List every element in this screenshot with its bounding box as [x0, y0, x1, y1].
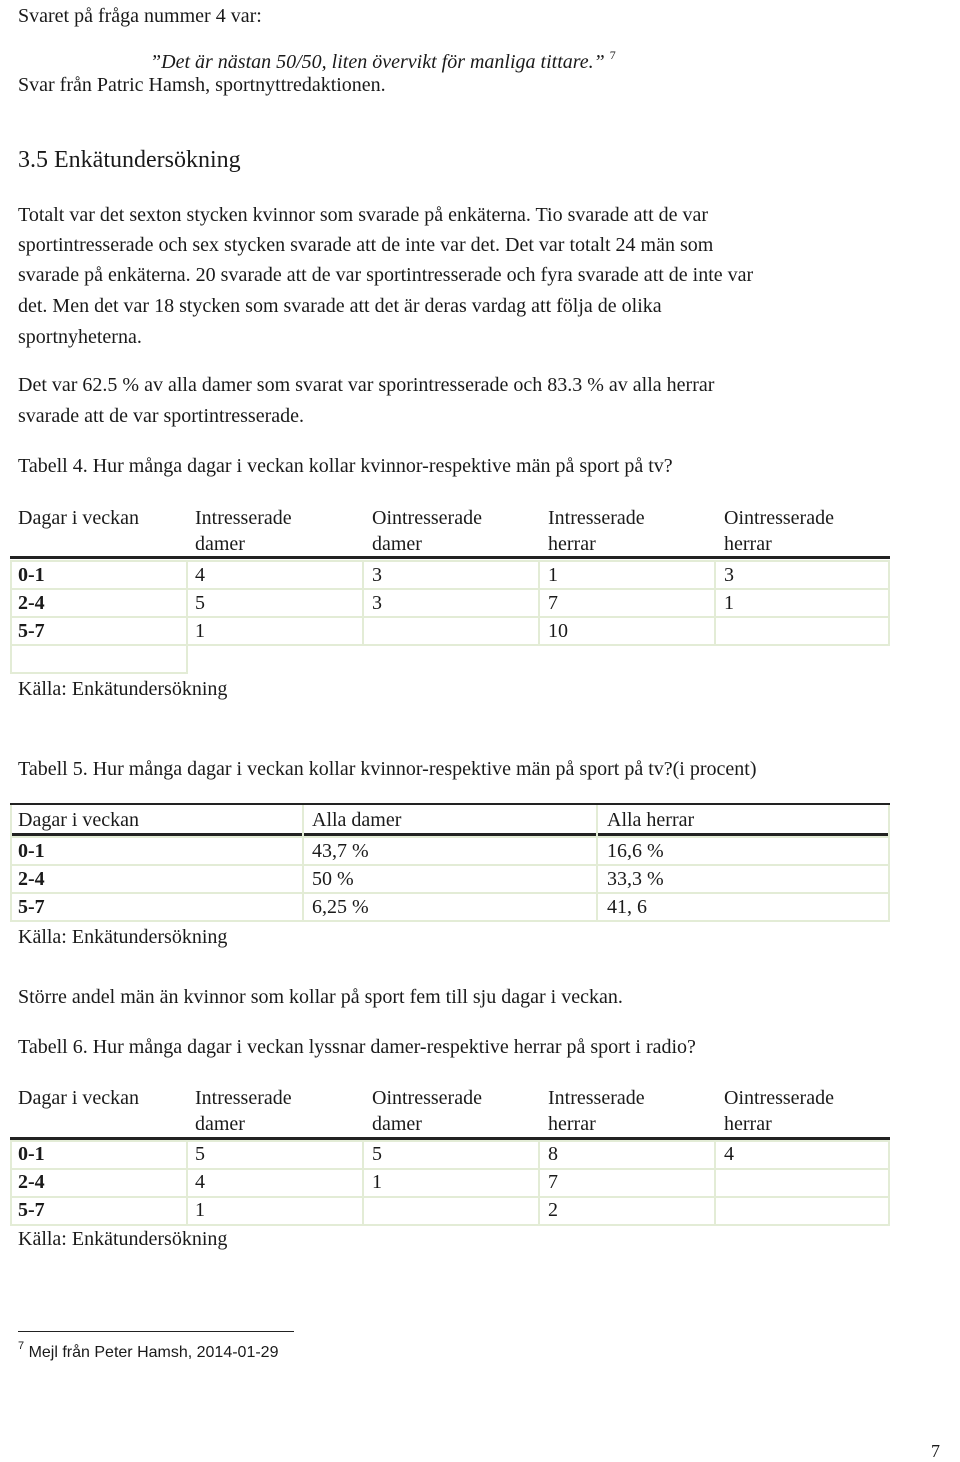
quote-text: ”Det är nästan 50/50, liten övervikt för manliga tittare.”: [150, 51, 605, 73]
table-cell: 4: [724, 1143, 734, 1165]
table-cell: 1: [724, 592, 734, 614]
table-cell: 8: [548, 1143, 558, 1165]
table4-header-int-herrar: Intresserade herrar: [548, 507, 645, 555]
table6-caption: Tabell 6. Hur många dagar i veckan lyssnar damer-respektive herrar på sport i radio?: [18, 1036, 696, 1058]
page-number: 7: [931, 1441, 940, 1461]
table-cell: 4: [195, 564, 205, 586]
paragraph-line: svarade att de var sportintresserade.: [18, 405, 304, 427]
table-cell: 5-7: [18, 1199, 45, 1221]
table-cell: 0-1: [18, 564, 45, 586]
footnote-text: Mejl från Peter Hamsh, 2014-01-29: [28, 1344, 279, 1361]
section-heading: 3.5 Enkätundersökning: [18, 147, 241, 173]
table-cell: 1: [195, 1199, 205, 1221]
table4-header-oint-damer: Ointresserade damer: [372, 507, 482, 555]
table4-caption: Tabell 4. Hur många dagar i veckan kollar kvinnor-respektive män på sport på tv?: [18, 455, 673, 477]
table-cell: 3: [372, 592, 382, 614]
answer-label: Svaret på fråga nummer 4 var:: [18, 5, 262, 27]
table-cell: 5-7: [18, 620, 45, 642]
table-cell: 0-1: [18, 840, 45, 862]
paragraph-line: Totalt var det sexton stycken kvinnor som svarade på enkäterna. Tio svarade att de var: [18, 204, 709, 226]
table-cell: 1: [195, 620, 205, 642]
table6-header-oint-damer: Ointresserade damer: [372, 1087, 482, 1135]
table-cell: 5: [195, 592, 205, 614]
paragraph-line: sportintresserade och sex stycken svarade att de inte var det. Det var totalt 24 män som: [18, 234, 714, 256]
table-cell: 7: [548, 592, 558, 614]
table4-header-int-damer: Intresserade damer: [195, 507, 292, 555]
table-cell: 4: [195, 1171, 205, 1193]
table-cell: 2-4: [18, 868, 45, 890]
table-cell: 7: [548, 1171, 558, 1193]
table4-header-oint-herrar: Ointresserade herrar: [724, 507, 834, 555]
table5-header-damer: Alla damer: [312, 809, 402, 831]
paragraph-line: det. Men det var 18 stycken som svarade att det är deras vardag att följa de olika: [18, 295, 662, 317]
table-cell: 6,25 %: [312, 896, 369, 918]
interview-quote: [150, 48, 616, 74]
table4-header-days: Dagar i veckan: [18, 507, 140, 529]
table4-header-rule: [10, 556, 890, 559]
table-cell: 33,3 %: [607, 868, 664, 890]
conclusion-text: Större andel män än kvinnor som kollar på sport fem till sju dagar i veckan.: [18, 986, 623, 1008]
table5-top-rule: [10, 803, 890, 805]
table6-header-days: Dagar i veckan: [18, 1087, 140, 1109]
paragraph-line: Det var 62.5 % av alla damer som svarat var sporintresserade och 83.3 % av alla herrar: [18, 374, 715, 396]
table4-source: Källa: Enkätundersökning: [18, 678, 228, 700]
table5-header-days: Dagar i veckan: [18, 809, 140, 831]
table-cell: 3: [724, 564, 734, 586]
table6-header-oint-herrar: Ointresserade herrar: [724, 1087, 834, 1135]
footnote-separator: [18, 1331, 294, 1332]
table-cell: 0-1: [18, 1143, 45, 1165]
table5-caption: Tabell 5. Hur många dagar i veckan kollar kvinnor-respektive män på sport på tv?(i procent): [18, 758, 757, 780]
table-cell: 50 %: [312, 868, 354, 890]
table-cell: 1: [548, 564, 558, 586]
table-cell: 2: [548, 1199, 558, 1221]
table-cell: 16,6 %: [607, 840, 664, 862]
table-cell: 5-7: [18, 896, 45, 918]
table6-header-int-herrar: Intresserade herrar: [548, 1087, 645, 1135]
table6-header-int-damer: Intresserade damer: [195, 1087, 292, 1135]
table-cell: 41, 6: [607, 896, 647, 918]
table6-source: Källa: Enkätundersökning: [18, 1228, 228, 1250]
footnote-number: 7: [18, 1340, 25, 1352]
paragraph-line: sportnyheterna.: [18, 326, 142, 348]
table-cell: 10: [548, 620, 568, 642]
table-cell: 2-4: [18, 592, 45, 614]
table-cell: 43,7 %: [312, 840, 369, 862]
table-cell: 1: [372, 1171, 382, 1193]
table5-header-herrar: Alla herrar: [607, 809, 695, 831]
table-cell: 2-4: [18, 1171, 45, 1193]
footnote: [18, 1340, 278, 1362]
table5-source: Källa: Enkätundersökning: [18, 926, 228, 948]
table-cell: 5: [372, 1143, 382, 1165]
quote-footnote-ref: 7: [609, 48, 616, 62]
paragraph-line: svarade på enkäterna. 20 svarade att de var sportintresserade och fyra svarade att de inte var: [18, 264, 754, 286]
table-cell: 3: [372, 564, 382, 586]
answer-source: Svar från Patric Hamsh, sportnyttredaktionen.: [18, 74, 386, 96]
table-cell: 5: [195, 1143, 205, 1165]
